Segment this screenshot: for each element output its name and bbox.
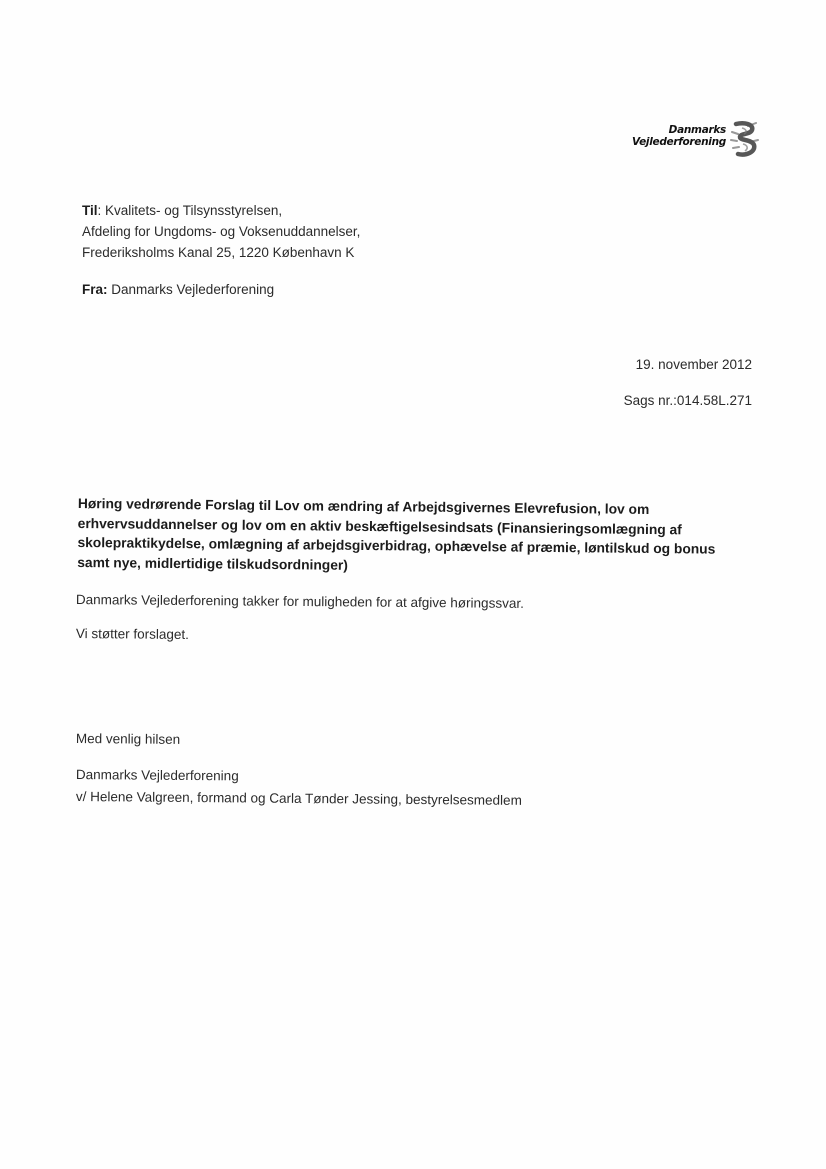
subject-heading <box>77 494 718 579</box>
closing-greeting: Med venlig hilsen <box>75 730 181 747</box>
sender-label: Fra: <box>82 282 108 297</box>
recipient-label: Til <box>82 203 98 218</box>
subject-line-4: samt nye, midlertidige tilskudsordninger) <box>77 554 348 573</box>
recipient-line-2: Afdeling for Ungdoms- og Voksenuddannelser, <box>82 224 361 239</box>
recipient-line-1 <box>82 200 360 221</box>
subject-line-1: Høring vedrørende Forslag til Lov om ændring af Arbejdsgivernes Elevrefusion, lov om <box>77 495 650 517</box>
case-number: Sags nr.:014.58L.271 <box>623 393 752 408</box>
logo-line-1: Danmarks <box>668 124 726 136</box>
organization-logo <box>622 120 762 160</box>
signature-names: v/ Helene Valgreen, formand og Carla Tønder Jessing, bestyrelsesmedlem <box>75 788 522 808</box>
logo-line-2: Vejlederforening <box>632 136 726 148</box>
recipient-line-3: Frederiksholms Kanal 25, 1220 København K <box>82 245 355 260</box>
body-paragraph-2: Vi støtter forslaget. <box>75 625 190 642</box>
subject-line-2: erhvervsuddannelser og lov om en aktiv beskæftigelsesindsats (Finansieringsomlægning af <box>77 515 682 537</box>
sender-block <box>82 279 274 300</box>
sender-name: Danmarks Vejlederforening <box>107 282 275 297</box>
body-paragraph-1: Danmarks Vejlederforening takker for muligheden for at afgive høringssvar. <box>75 591 524 611</box>
recipient-block <box>82 200 360 263</box>
signature-organization: Danmarks Vejlederforening <box>75 766 239 784</box>
organization-logo-icon <box>728 120 760 158</box>
recipient-name: : Kvalitets- og Tilsynsstyrelsen, <box>97 203 283 218</box>
letter-date: 19. november 2012 <box>635 357 752 372</box>
logo-text <box>632 124 726 148</box>
subject-line-3: skolepraktikydelse, omlægning af arbejdsgiverbidrag, ophævelse af præmie, løntilskud og bonus <box>77 534 716 557</box>
